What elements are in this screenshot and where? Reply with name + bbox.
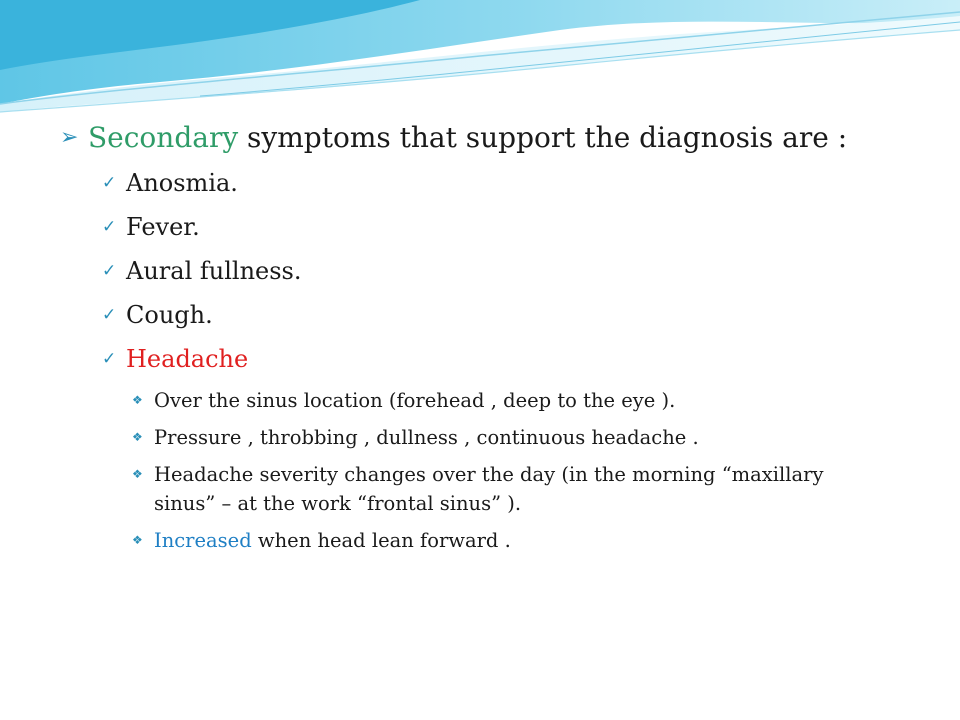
checkmark-icon: ✓ — [102, 305, 117, 325]
detail-rest: when head lean forward . — [251, 529, 511, 552]
checklist-label: Cough. — [126, 301, 213, 329]
heading-highlight: Secondary — [88, 121, 239, 154]
detail-item — [132, 386, 940, 415]
checkmark-icon: ✓ — [102, 261, 117, 281]
detail-text: Headache severity changes over the day (in the morning “maxillary sinus” – at the work “frontal sinus” ). — [154, 463, 824, 515]
increased-highlight: Increased — [154, 529, 252, 552]
detail-text: Over the sinus location (forehead , deep to the eye ). — [154, 389, 676, 412]
checklist-item — [102, 208, 940, 246]
checklist-label: Fever. — [126, 213, 200, 241]
checklist-item — [102, 252, 940, 290]
heading-rest: symptoms that support the diagnosis are : — [238, 121, 848, 154]
arrow-bullet-icon: ➢ — [60, 125, 79, 150]
main-bullet — [60, 118, 940, 158]
checklist-item-headache — [102, 340, 940, 378]
heading-text — [88, 118, 847, 158]
checklist-label: Aural fullness. — [126, 257, 302, 285]
diamond-bullet-icon: ❖ — [132, 467, 143, 481]
checkmark-icon: ✓ — [102, 173, 117, 193]
checklist-item — [102, 164, 940, 202]
detail-item — [132, 423, 940, 452]
diamond-bullet-icon: ❖ — [132, 430, 143, 444]
checklist-item — [102, 296, 940, 334]
checkmark-icon: ✓ — [102, 217, 117, 237]
checklist-label: Headache — [126, 345, 249, 373]
checklist-label: Anosmia. — [126, 169, 238, 197]
slide-content — [60, 118, 940, 555]
detail-text — [154, 526, 844, 555]
detail-text: Pressure , throbbing , dullness , continuous headache . — [154, 426, 699, 449]
diamond-bullet-icon: ❖ — [132, 393, 143, 407]
decorative-banner — [0, 0, 960, 130]
diamond-bullet-icon: ❖ — [132, 533, 143, 547]
detail-item — [132, 526, 940, 555]
checkmark-icon: ✓ — [102, 349, 117, 369]
detail-item — [132, 460, 940, 518]
